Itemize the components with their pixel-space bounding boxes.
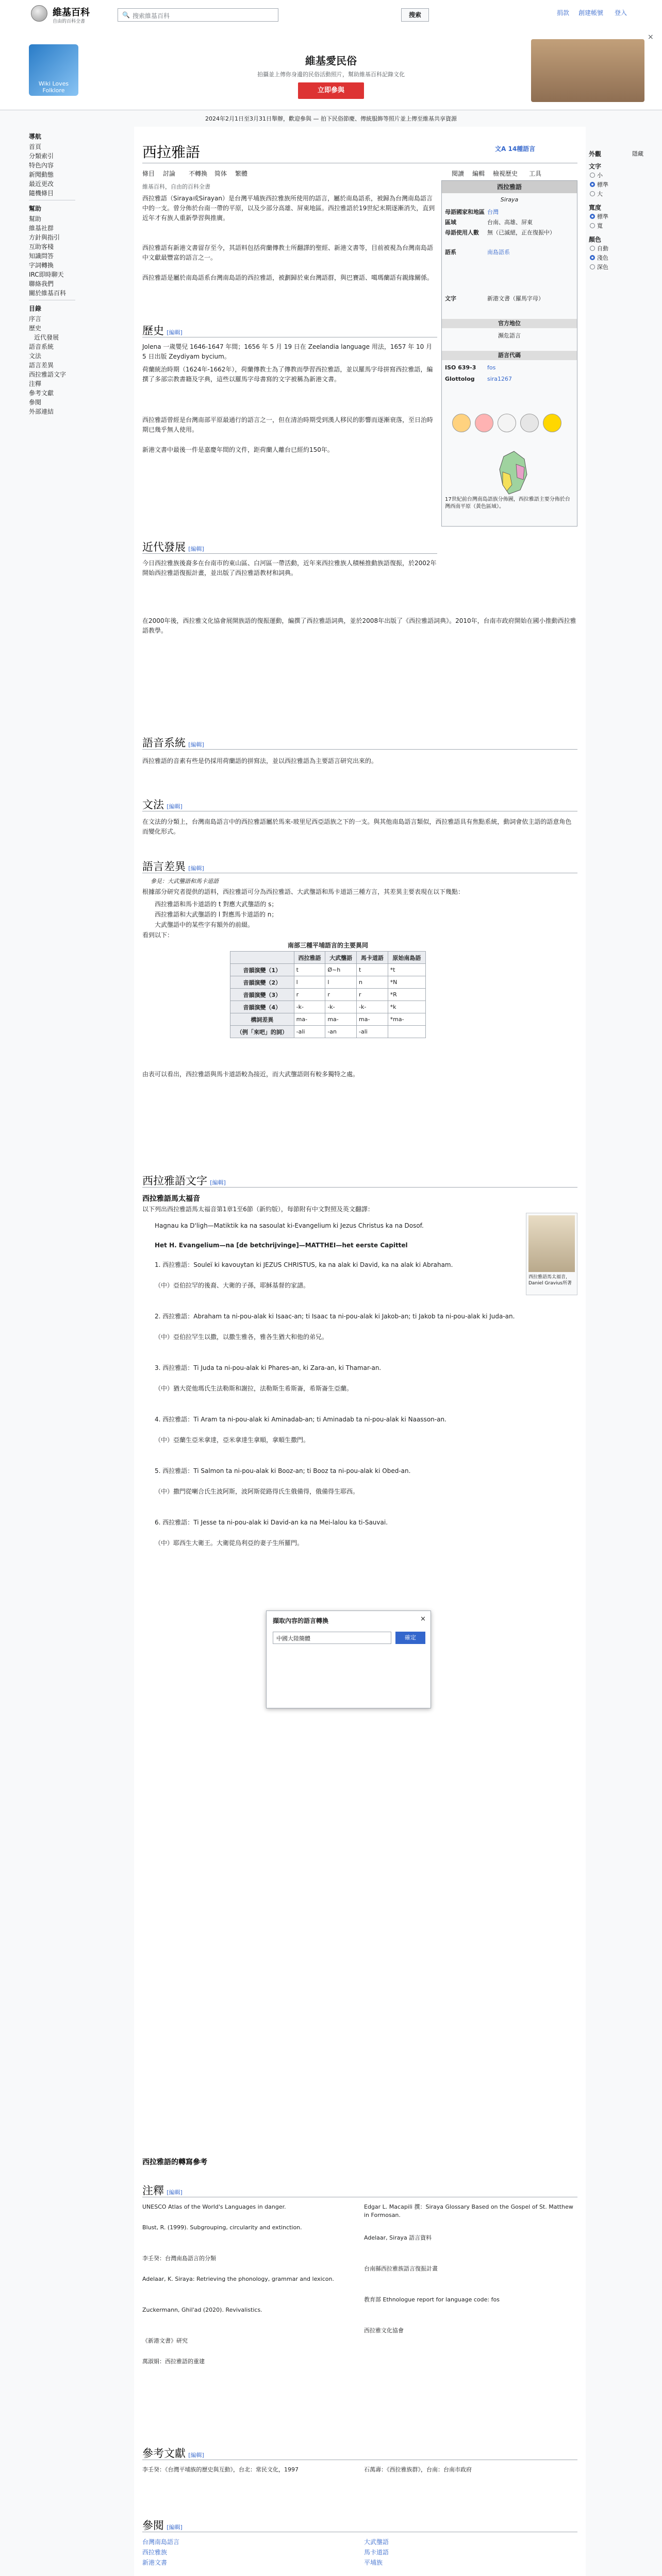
see-also-link[interactable]: 西拉雅族 (142, 2549, 168, 2556)
page-tabs (142, 167, 577, 178)
tab-article[interactable]: 條目 (142, 170, 155, 177)
subheading-transcription: 西拉雅語的轉寫參考 (142, 2158, 207, 2166)
infobox-section-official: 官方地位 (442, 319, 577, 328)
section-divider (142, 749, 577, 750)
toc-item[interactable]: 近代發展 (34, 334, 59, 341)
infobox-map-caption: 17世紀前台灣南島語族分佈圖，西拉雅語主要分佈於台灣西南平原（黃色區域）。 (445, 497, 570, 510)
language-convert-dialog (266, 1611, 431, 1708)
section-heading-variety: 語言差異 [編輯] (142, 860, 204, 873)
table-row: （例「來吧」的詞） -ali -an -ali (230, 1026, 426, 1038)
intro-paragraph: 西拉雅語有新港文書留存至今，其語料包括荷蘭傳教士所翻譯的聖經、新港文書等，目前被視為台灣南島語中文獻最豐富的語言之一。 (142, 244, 434, 261)
see-also-link[interactable]: 馬卡道語 (364, 2549, 389, 2556)
edit-link[interactable]: [編輯] (167, 2524, 183, 2531)
sidebar-item[interactable]: 關於維基百科 (29, 290, 67, 297)
note-item[interactable]: UNESCO Atlas of the World's Languages in danger. (142, 2204, 286, 2210)
text-size-label: 文字 (589, 163, 602, 170)
color-option[interactable]: 淺色 (590, 253, 608, 262)
history-paragraph: 西拉雅語曾經是台灣南部平原最通行的語言之一，但在清治時期受到漢人移民的影響而逐漸衰落，至日治時期已幾乎無人使用。 (142, 416, 434, 433)
toc-item[interactable]: 語音系統 (29, 343, 54, 350)
see-also-list (142, 2538, 577, 2574)
radio-icon (590, 182, 595, 187)
verse-line: 2. 西拉雅語：Abraham ta ni-pou-alak ki Isaac-an; ti Isaac ta ni-pou-alak ki Jakob-an; ti Jakob ta ni-pou-alak ki Juda-an. (155, 1313, 515, 1320)
section-heading-refs: 參考文獻 [編輯] (142, 2447, 204, 2460)
verse-line: 6. 西拉雅語：Ti Jesse ta ni-pou-alak ki David-an ka na Mei-lalou ka ti-Sauvai. (155, 1519, 388, 1526)
section-heading-phonology: 語音系統 [編輯] (142, 737, 204, 749)
table-row: 音韻演變（4） -k- -k- -k- *k (230, 1001, 426, 1013)
login-link[interactable]: 登入 (615, 9, 627, 16)
section-heading-see: 參閱 [編輯] (142, 2519, 183, 2532)
radio-icon (590, 173, 595, 178)
width-label: 寬度 (589, 204, 602, 211)
note-item[interactable]: 西拉雅文化協會 (364, 2327, 404, 2334)
verse-line: （中）撒門從喇合氏生波阿斯，波阿斯從路得氏生俄備得，俄備得生耶西。 (155, 1488, 359, 1495)
comparison-table (230, 951, 426, 1038)
sidebar-item[interactable]: 隨機條目 (29, 190, 54, 197)
endangerment-swatch (475, 414, 493, 432)
sidebar-heading-nav: 導航 (29, 133, 42, 140)
note-item[interactable]: Adelaar, Siraya 語言資料 (364, 2234, 432, 2241)
sidebar-heading-help: 幫助 (29, 205, 42, 212)
toc-item[interactable]: 參考文獻 (29, 389, 54, 397)
dialog-ok-button[interactable]: 確定 (395, 1632, 425, 1644)
toc-item[interactable]: 西拉雅語文字 (29, 371, 67, 378)
banner-title: 維基愛民俗 (305, 55, 357, 67)
verse-line: Het H. Evangelium—na [de betchrijvinge]—MATTHEI—het eerste Capittel (155, 1242, 408, 1249)
search-placeholder: 搜索維基百科 (133, 12, 170, 20)
sidebar-item[interactable]: 特色內容 (29, 162, 54, 169)
references-list (142, 2466, 577, 2507)
edit-link[interactable]: [編輯] (167, 329, 183, 336)
infobox-status: 瀕危語言 (498, 332, 521, 339)
radio-icon (590, 255, 595, 260)
text-size-option[interactable]: 小 (590, 171, 603, 179)
table-caption: 看到以下： (142, 931, 174, 939)
infobox-native-name: Siraya (500, 196, 519, 203)
sidebar (0, 127, 82, 426)
edit-link[interactable]: [編輯] (188, 546, 204, 552)
variety-list-item: 西拉雅語和馬卡道語的 t 對應大武壟語的 s； (155, 901, 278, 908)
sidebar-item[interactable]: 新聞動態 (29, 171, 54, 178)
wikipedia-globe-icon (31, 5, 47, 22)
tab-read[interactable]: 閱讀 (452, 170, 465, 177)
radio-icon (590, 264, 595, 269)
history-paragraph: 荷蘭統治時期（1624年-1662年），荷蘭傳教士為了傳教而學習西拉雅語，並以羅馬字母拼寫西拉雅語，編撰了多部宗教書籍及字典，這些以羅馬字母書寫的文字被稱為新港文書。 (142, 366, 433, 383)
toc-item[interactable]: 注釋 (29, 380, 42, 387)
comparison-table-title: 南部三種平埔語言的主要異同 (287, 942, 368, 949)
variety-intro: 根據部分研究者提供的語料，西拉雅語可分為西拉雅語、大武壟語和馬卡道語三種方言，其差異主要表現在以下幾點： (142, 888, 465, 895)
toc-heading: 目錄 (29, 305, 42, 312)
toc-item[interactable]: 參閱 (29, 399, 42, 406)
bible-image[interactable] (526, 1213, 577, 1295)
sidebar-item[interactable]: 知識問答 (29, 252, 54, 260)
table-row: 音韻演變（1） t Ø~h t *t (230, 964, 426, 976)
main-content (134, 127, 586, 2576)
note-item[interactable]: Zuckermann, Ghil'ad (2020). Revivalistics. (142, 2307, 262, 2313)
site-wordmark: 維基百科 (53, 7, 90, 18)
table-row: 音韻演變（3） r r r *R (230, 989, 426, 1001)
sidebar-item[interactable]: 幫助 (29, 215, 42, 223)
toc-item[interactable]: 歷史 (29, 325, 42, 332)
verse-line: （中）耶西生大衛王。大衛從烏利亞的妻子生所羅門。 (155, 1539, 304, 1547)
search-icon: 🔍 (122, 11, 130, 19)
modern-paragraph: 在2000年後，西拉雅文化協會展開族語的復振運動，編撰了西拉雅語詞典，並於2008年出版了《西拉雅語詞典》。2010年，台南市政府開始在國小推動西拉雅語教學。 (142, 617, 576, 634)
hatnote: 參見：大武壟語和馬卡道語 (151, 878, 219, 885)
toc-item[interactable]: 序言 (29, 315, 42, 323)
from-wikipedia: 維基百科，自由的百科全書 (142, 183, 210, 190)
language-button[interactable]: 文A 14種語言 (495, 145, 536, 152)
section-heading-notes: 注釋 [編輯] (142, 2184, 183, 2197)
table-header: 馬卡道語 (357, 952, 388, 964)
sidebar-item[interactable]: 方針與指引 (29, 234, 60, 241)
grammar-paragraph: 在文法的分類上，台灣南島語言中的西拉雅語屬於馬來-玻里尼西亞語族之下的一支。與其他南島語言類似，西拉雅語具有焦點系統，動詞會依主語的語意角色而變化形式。 (142, 818, 572, 835)
sidebar-item[interactable]: 分類索引 (29, 152, 54, 160)
radio-icon (590, 191, 595, 196)
note-item[interactable]: 萬淑娟：西拉雅語的重建 (142, 2358, 205, 2365)
banner-photo (531, 39, 644, 102)
table-header: 西拉雅語 (294, 952, 325, 964)
reference-item[interactable]: 李壬癸：《台灣平埔族的歷史與互動》，台北：常民文化，1997 (142, 2466, 299, 2473)
site-notice: 2024年2月1日至3月31日舉辦，歡迎參與 — 拍下民俗節慶、傳統服飾等照片並上傳至維基共享資源 (205, 115, 457, 122)
sidebar-item[interactable]: IRC即時聊天 (29, 271, 64, 278)
tab-simplified[interactable]: 简体 (214, 170, 227, 177)
variety-list-item: 大武壟語中的某些字有額外的前綴。 (155, 921, 254, 928)
variety-after: 由表可以看出，西拉雅語與馬卡道語較為接近，而大武壟語則有較多獨特之處。 (142, 1071, 359, 1078)
endangerment-swatch (452, 414, 471, 432)
note-item[interactable]: 台南縣西拉雅族語言復振計畫 (364, 2265, 438, 2272)
variety-list-item: 西拉雅語和大武壟語的 l 對應馬卡道語的 n； (155, 911, 278, 918)
section-heading-grammar: 文法 [編輯] (142, 799, 183, 811)
create-account-link[interactable]: 創建帳號 (578, 9, 604, 16)
color-label: 顏色 (589, 236, 602, 243)
color-option[interactable]: 深色 (590, 263, 608, 271)
intro-paragraph: 西拉雅語（Siraya或Sirayan）是台灣平埔族西拉雅族所使用的語言，屬於南島語系，被歸為台灣南島語言中的一支。曾分佈於台南一帶的平原，以及少部分高雄、屏東地區。西拉雅語於19世紀末期逐漸消失，直到近年才有族人重新學習與推廣。 (142, 195, 435, 222)
radio-icon (590, 246, 595, 251)
section-heading-history: 歷史 [編輯] (142, 325, 183, 337)
edit-link[interactable]: [編輯] (188, 741, 204, 748)
toc-item[interactable]: 語言差異 (29, 362, 54, 369)
reference-item[interactable]: 石萬壽：《西拉雅族群》，台南：台南市政府 (364, 2466, 472, 2473)
appearance-heading: 外觀 (589, 150, 602, 158)
history-paragraph: Jolena 一歲嬰兒 1646-1647 年間；1656 年 5 月 19 日在 Zeelandia language 用法，1657 年 10 月 5 日出版 Zeydiyam bycium。 (142, 343, 433, 360)
site-tagline: 自由的百科全書 (53, 19, 86, 24)
section-divider (142, 553, 437, 554)
tab-no-convert[interactable]: 不轉換 (189, 170, 208, 177)
width-option[interactable]: 寬 (590, 222, 603, 230)
notes-list (142, 2203, 577, 2430)
variant-select[interactable]: 中國大陸簡體 (273, 1632, 391, 1644)
endangerment-swatch (520, 414, 539, 432)
verse-line: 5. 西拉雅語：Ti Salmon ta ni-pou-alak ki Booz-an; ti Booz ta ni-pou-alak ki Obed-an. (155, 1467, 411, 1475)
radio-icon (590, 214, 595, 219)
endangerment-swatch (498, 414, 516, 432)
verse-line: （中）亞蘭生亞米拿達，亞米拿達生拿順，拿順生撒門。 (155, 1436, 310, 1444)
text-size-option[interactable]: 大 (590, 190, 603, 198)
hide-panel-button[interactable]: 隱藏 (632, 150, 643, 157)
taiwan-language-map[interactable] (473, 449, 545, 495)
text-size-option[interactable]: 標準 (590, 180, 608, 189)
sidebar-item[interactable]: 字詞轉換 (29, 262, 54, 269)
search-input[interactable] (118, 8, 278, 22)
campaign-logo: Wiki Loves Folklore (29, 44, 78, 96)
width-option[interactable]: 標準 (590, 212, 608, 221)
table-header: 大武壟語 (325, 952, 357, 964)
close-icon[interactable]: × (420, 1615, 426, 1623)
table-header: 原始南島語 (388, 952, 425, 964)
edit-link[interactable]: [編輯] (167, 2189, 183, 2196)
subheading-bible: 西拉雅語馬太福音 (142, 1195, 200, 1203)
edit-link[interactable]: [編輯] (188, 2452, 204, 2459)
bible-photo (528, 1215, 575, 1272)
note-item[interactable]: Adelaar, K. Siraya: Retrieving the phonology, grammar and lexicon. (142, 2276, 334, 2282)
color-option[interactable]: 自動 (590, 244, 608, 252)
radio-icon (590, 223, 595, 228)
endangerment-swatch (543, 414, 561, 432)
toc-item[interactable]: 文法 (29, 352, 42, 360)
bible-image-caption: 西拉雅語馬太福音，Daniel Gravius所著 (528, 1275, 572, 1286)
banner-subtitle: 拍攝並上傳你身邊的民俗活動照片，幫助維基百科記錄文化 (257, 71, 405, 78)
close-icon[interactable]: × (648, 33, 654, 41)
note-item[interactable]: 《新港文書》研究 (142, 2337, 188, 2344)
verse-line: Hagnau ka D'ligh—Matiktik ka na sasoulat ki-Evangelium ki Jezus Christus ka na Dosof. (155, 1222, 424, 1229)
verse-line: 3. 西拉雅語：Ti Juda ta ni-pou-alak ki Phares-an, ki Zara-an, ki Thamar-an. (155, 1364, 382, 1371)
sidebar-item[interactable]: 聯絡我們 (29, 280, 54, 287)
verse-line: （中）亞伯拉罕生以撒，以撒生雅各，雅各生猶大和他的弟兄。 (155, 1333, 328, 1341)
section-heading-script: 西拉雅語文字 [編輯] (142, 1175, 226, 1187)
infobox-title: 西拉雅語 (442, 181, 577, 193)
verse-line: 1. 西拉雅語：Souleï ki kavouytan ki JEZUS CHRISTUS, ka na alak ki David, ka na alak ki Abraham. (155, 1261, 453, 1268)
verse-line: 4. 西拉雅語：Ti Aram ta ni-pou-alak ki Aminadab-an; ti Aminadab ta ni-pou-alak ki Naasson-an. (155, 1416, 446, 1423)
bible-intro: 以下列出西拉雅語馬太福音第1章1至6節（新約版），每節附有中文對照及英文翻譯： (142, 1206, 374, 1213)
banner-cta-button[interactable]: 立即參與 (298, 82, 364, 99)
note-item[interactable]: Edgar L. Macapili 撰：Siraya Glossary Based on the Gospel of St. Matthew in Formosan. (364, 2204, 573, 2218)
note-item[interactable]: 李壬癸：台灣南島語言的分類 (142, 2255, 216, 2262)
tab-history[interactable]: 檢視歷史 (493, 170, 518, 177)
edit-link[interactable]: [編輯] (210, 1179, 226, 1186)
verse-line: （中）猶大從他瑪氏生法勒斯和謝拉，法勒斯生希斯崙，希斯崙生亞蘭。 (155, 1385, 353, 1392)
sidebar-item[interactable]: 最近更改 (29, 180, 54, 188)
table-row: 構詞差異 ma- ma- ma- *ma- (230, 1013, 426, 1026)
see-also-link[interactable]: 大武壟語 (364, 2538, 389, 2546)
sidebar-item[interactable]: 互助客棧 (29, 243, 54, 250)
search-button[interactable]: 搜索 (401, 8, 429, 22)
campaign-banner (0, 29, 662, 110)
dialog-title: 擷取內容的語言轉換 (273, 1617, 329, 1624)
infobox: 西拉雅語 Siraya 母語國家和地區 台灣 區域 台南、高雄、屏東 母語使用人數 無（已滅絕，正在復振中） 語系 南島語系 文字 新港文書（羅馬字母） 官方地位 瀕危語言 語言代碼 ISO 639-3 fos Glottolog sira1267 17世紀前台灣南島語族分佈圖，西拉雅語主要分佈於台灣西南平原（黃色區域）。 (441, 180, 577, 527)
intro-paragraph: 西拉雅語是屬於南島語系台灣南島語的西拉雅語，被劃歸於東台灣語群，與巴賽語、噶瑪蘭語有親緣關係。 (142, 274, 434, 281)
see-also-link[interactable]: 新港文書 (142, 2559, 168, 2566)
modern-paragraph: 今日西拉雅族後裔多在台南市的東山區、白河區一帶活動，近年來西拉雅族人積極推動族語復振，於2002年開始西拉雅語復振計畫，並出版了西拉雅語教材和詞典。 (142, 560, 437, 577)
appearance-panel (586, 149, 658, 304)
tab-tools[interactable]: 工具 (529, 170, 542, 177)
edit-link[interactable]: [編輯] (188, 865, 204, 872)
edit-link[interactable]: [編輯] (167, 803, 183, 810)
note-item[interactable]: 教育部 Ethnologue report for language code: fos (364, 2296, 500, 2303)
note-item[interactable]: Blust, R. (1999). Subgrouping, circularity and extinction. (142, 2224, 302, 2231)
see-also-link[interactable]: 平埔族 (364, 2559, 383, 2566)
table-row: 音韻演變（2） l l n *N (230, 976, 426, 989)
sidebar-item[interactable]: 首頁 (29, 143, 42, 150)
section-heading-modern: 近代發展 [編輯] (142, 541, 204, 553)
donate-link[interactable]: 捐款 (557, 9, 570, 16)
infobox-section-codes: 語言代碼 (442, 351, 577, 360)
top-header (0, 0, 662, 29)
site-logo[interactable] (10, 4, 103, 25)
tab-traditional[interactable]: 繁體 (235, 170, 248, 177)
sidebar-item[interactable]: 維基社群 (29, 225, 54, 232)
history-paragraph: 新港文書中最後一件是嘉慶年間的文件，距荷蘭人離台已經約150年。 (142, 446, 334, 453)
phonology-paragraph: 西拉雅語的音素有些是仍採用荷蘭語的拼寫法，並以西拉雅語為主要語言研究出來的。 (142, 757, 378, 765)
toc-item[interactable]: 外部連結 (29, 408, 54, 415)
table-header (230, 952, 294, 964)
verse-line: （中）亞伯拉罕的後裔、大衛的子孫，耶穌基督的家譜。 (155, 1282, 310, 1289)
page-title: 西拉雅語 (142, 145, 201, 161)
tab-talk[interactable]: 討論 (163, 170, 176, 177)
see-also-link[interactable]: 台灣南島語言 (142, 2538, 180, 2546)
tab-edit[interactable]: 編輯 (472, 170, 485, 177)
section-divider (142, 1187, 577, 1188)
